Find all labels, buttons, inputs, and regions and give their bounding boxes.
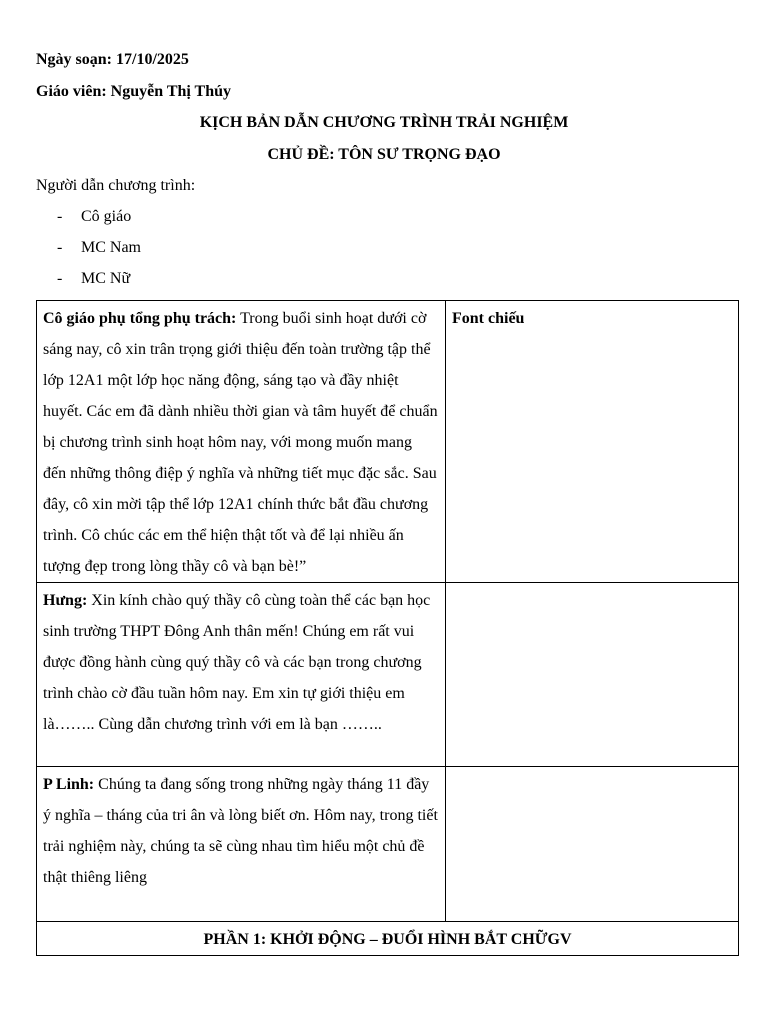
slide-cell xyxy=(446,583,739,767)
speaker-label: Cô giáo phụ tổng phụ trách: xyxy=(43,310,237,327)
table-row xyxy=(37,922,739,956)
host-name: MC Nữ xyxy=(81,270,131,287)
document-subtitle: CHỦ ĐỀ: TÔN SƯ TRỌNG ĐẠO xyxy=(267,146,501,163)
slide-cell: Font chiếu xyxy=(446,301,739,583)
table-row xyxy=(37,767,739,922)
list-dash: - xyxy=(57,208,63,225)
list-dash: - xyxy=(57,239,63,256)
host-item xyxy=(57,269,130,289)
host-name: MC Nam xyxy=(81,239,141,256)
speaker-text: Chúng ta đang sống trong những ngày tháng 11 đầy ý nghĩa – tháng của tri ân và lòng biết ơn. Hôm nay, trong tiết trải nghiệm này, chúng ta sẽ cùng nhau tìm hiểu một chủ đề thật thiêng liêng xyxy=(43,776,438,886)
slide-cell xyxy=(446,767,739,922)
table-row xyxy=(37,583,739,767)
speaker-label: Hưng: xyxy=(43,592,88,609)
script-table xyxy=(36,300,739,956)
host-name: Cô giáo xyxy=(81,208,132,225)
hosts-intro: Người dẫn chương trình: xyxy=(36,177,196,194)
speaker-label: P Linh: xyxy=(43,776,95,793)
host-item xyxy=(57,207,131,227)
speaker-text: Xin kính chào quý thầy cô cùng toàn thể các bạn học sinh trường THPT Đông Anh thân mến! Chúng em rất vui được đồng hành cùng quý thầy cô và các bạn trong chương trình chào cờ đầu tuần hôm nay. Em xin tự giới thiệu em là…….. Cùng dẫn chương trình với em là bạn …….. xyxy=(43,592,431,733)
script-cell xyxy=(37,583,446,767)
list-dash: - xyxy=(57,270,63,287)
teacher-name: Giáo viên: Nguyễn Thị Thúy xyxy=(36,83,232,100)
script-cell xyxy=(37,301,446,583)
script-cell xyxy=(37,767,446,922)
document-title: KỊCH BẢN DẪN CHƯƠNG TRÌNH TRẢI NGHIỆM xyxy=(199,114,569,131)
table-row xyxy=(37,301,739,583)
section-heading: PHẦN 1: KHỞI ĐỘNG – ĐUỔI HÌNH BẮT CHỮGV xyxy=(37,922,739,956)
host-item xyxy=(57,238,141,258)
date-prepared: Ngày soạn: 17/10/2025 xyxy=(36,51,189,68)
speaker-text: Trong buổi sinh hoạt dưới cờ sáng nay, cô xin trân trọng giới thiệu đến toàn trường tập thể lớp 12A1 một lớp học năng động, sáng tạo và đầy nhiệt huyết. Các em đã dành nhiều thời gian và tâm huyết để chuẩn bị chương trình sinh hoạt hôm nay, với mong muốn mang đến những thông điệp ý nghĩa và những tiết mục đặc sắc. Sau đây, cô xin mời tập thể lớp 12A1 chính thức bắt đầu chương trình. Cô chúc các em thể hiện thật tốt và để lại nhiều ấn tượng đẹp trong lòng thầy cô và bạn bè!” xyxy=(43,310,438,575)
